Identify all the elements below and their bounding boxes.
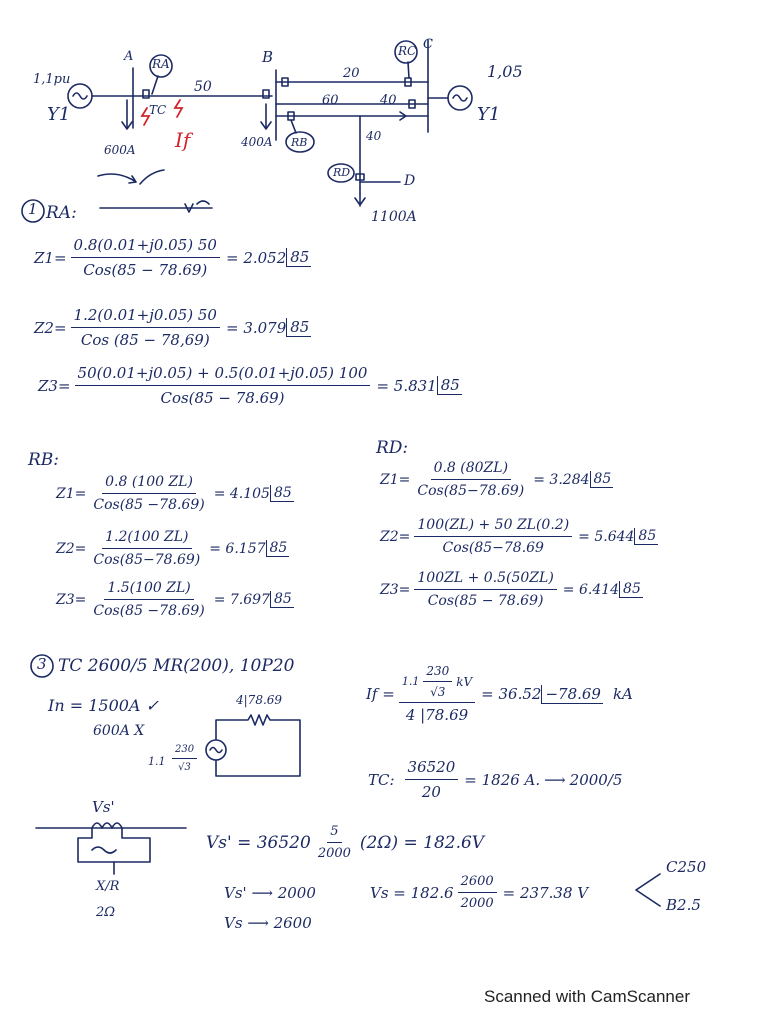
burden-ohm: 2Ω xyxy=(96,905,116,920)
rb-z1-rhs: = 4.105 xyxy=(213,485,270,502)
load-b-label: 400A xyxy=(241,135,273,149)
map2-arrow: ⟶ xyxy=(247,914,274,932)
rd-z2-equation xyxy=(380,517,658,556)
rb-z2-num: 1.2(100 ZL) xyxy=(102,529,191,549)
if-angle: −78.69 xyxy=(541,685,603,704)
line-bc-mid-label: 60 xyxy=(322,93,339,108)
ra-z2-rhs: = 3.079 xyxy=(225,318,287,337)
rb-z1-angle: 85 xyxy=(270,485,294,502)
ra-z3-angle: 85 xyxy=(437,376,462,395)
ra-z1-equation xyxy=(34,236,311,279)
load-d-label: 1100A xyxy=(371,209,417,225)
vs-prime-num: 5 xyxy=(327,824,341,843)
ra-z1-angle: 85 xyxy=(286,248,311,267)
tc-num: 36520 xyxy=(405,758,459,780)
vs-prime-sketch-label: Vs' xyxy=(92,798,115,816)
rd-z1-angle: 85 xyxy=(590,471,614,488)
vs-rhs: = 237.38 V xyxy=(502,883,589,902)
line-bc-top-label: 20 xyxy=(343,66,360,81)
ra-z2-angle: 85 xyxy=(286,318,311,337)
line-bd-label: 40 xyxy=(366,129,382,143)
ra-z3-lhs: Z3= xyxy=(38,376,71,395)
circuit-source-den: √3 xyxy=(178,762,191,773)
rd-z2-den: Cos(85−78.69 xyxy=(442,540,544,556)
bus-c-label: C xyxy=(423,37,433,52)
fault-arrow-1 xyxy=(142,108,149,125)
rd-z1-num: 0.8 (80ZL) xyxy=(431,460,511,480)
fault-current-equation xyxy=(366,664,633,724)
rd-z1-rhs: = 3.284 xyxy=(533,471,590,488)
tc-selection-equation xyxy=(368,758,622,801)
rb-z3-rhs: = 7.697 xyxy=(213,591,270,608)
rb-z1-lhs: Z1= xyxy=(56,485,87,502)
vs-equation xyxy=(370,874,588,911)
rb-z1-den: Cos(85 −78.69) xyxy=(93,497,205,513)
camscanner-watermark: Scanned with CamScanner xyxy=(483,987,690,1006)
rd-z2-lhs: Z2= xyxy=(380,528,411,545)
ra-z2-lhs: Z2= xyxy=(34,318,67,337)
map1-rhs: 2000 xyxy=(277,884,316,902)
rd-z3-num: 100ZL + 0.5(50ZL) xyxy=(414,570,556,590)
ra-z1-lhs: Z1= xyxy=(34,248,67,267)
tc-lhs: TC: xyxy=(368,770,395,789)
circuit-source-coef: 1.1 xyxy=(148,755,166,768)
map1-lhs: Vs' xyxy=(224,884,247,902)
one-line-diagram xyxy=(0,0,768,240)
load-current-line: 600A X xyxy=(93,723,145,739)
relay-d-label: RD xyxy=(333,166,351,179)
if-num-unit: kV xyxy=(456,674,473,689)
tc-den: 20 xyxy=(421,783,441,801)
rb-z3-equation xyxy=(56,580,294,619)
rd-z2-rhs: = 5.644 xyxy=(578,528,635,545)
rd-z1-den: Cos(85−78.69) xyxy=(417,483,525,499)
if-num-n: 230 xyxy=(423,664,452,682)
rd-z3-angle: 85 xyxy=(619,581,643,598)
rb-z1-equation xyxy=(56,474,294,513)
tc-result: 2000/5 xyxy=(569,770,623,789)
rated-current-line: In = 1500A ✓ xyxy=(48,696,159,715)
vs-prime-rhs: (2Ω) = 182.6V xyxy=(359,832,485,853)
if-unit: kA xyxy=(612,685,633,703)
ct-class-2: B2.5 xyxy=(666,896,701,914)
fault-label: If xyxy=(175,128,191,152)
rb-z2-den: Cos(85−78.69) xyxy=(93,552,201,568)
ct-secondary-sketch xyxy=(30,816,230,906)
relay-a-label: RA xyxy=(152,57,170,71)
map2-rhs: 2600 xyxy=(273,914,312,932)
if-lhs: If = xyxy=(366,685,395,703)
bus-b-label: B xyxy=(262,48,274,66)
rd-title: RD: xyxy=(376,438,409,458)
section3-number: 3 xyxy=(37,655,47,673)
circuit-source-num: 230 xyxy=(172,744,197,759)
vs-prime-den: 2000 xyxy=(317,846,351,861)
ra-z1-rhs: = 2.052 xyxy=(225,248,287,267)
rd-z3-equation xyxy=(380,570,643,609)
rd-z3-rhs: = 6.414 xyxy=(562,581,620,598)
ra-z3-rhs: = 5.831 xyxy=(376,376,437,395)
rd-z3-lhs: Z3= xyxy=(380,581,411,598)
rd-z2-num: 100(ZL) + 50 ZL(0.2) xyxy=(414,517,572,537)
tc-arrow: ⟶ xyxy=(544,770,566,789)
ra-z1-den: Cos(85 − 78.69) xyxy=(83,261,208,279)
vs-prime-lhs: Vs' = 36520 xyxy=(206,832,311,853)
map1-arrow: ⟶ xyxy=(251,884,278,902)
map2 xyxy=(224,916,312,931)
map1 xyxy=(224,886,316,901)
y-right-label: Y1 xyxy=(477,104,501,125)
rd-z3-den: Cos(85 − 78.69) xyxy=(427,593,544,609)
circuit-source-frac xyxy=(172,744,197,773)
ra-z3-equation xyxy=(38,364,462,407)
ra-z1-num: 0.8(0.01+j0.05) 50 xyxy=(71,236,220,258)
vs-num: 2600 xyxy=(458,874,497,893)
line-bc-low-label: 40 xyxy=(380,93,397,108)
ct-class-1: C250 xyxy=(666,858,707,876)
rb-z2-rhs: = 6.157 xyxy=(209,540,266,557)
load-a-label: 600A xyxy=(104,143,136,157)
section3-title: TC 2600/5 MR(200), 10P20 xyxy=(58,656,295,676)
if-num-coef: 1.1 xyxy=(401,675,420,688)
rb-z1-num: 0.8 (100 ZL) xyxy=(102,474,196,494)
bus-a-label: A xyxy=(124,49,134,64)
class-bracket xyxy=(632,870,662,910)
rb-z2-angle: 85 xyxy=(266,540,290,557)
burden-ratio: X/R xyxy=(96,879,120,894)
rb-z2-lhs: Z2= xyxy=(56,540,87,557)
if-num-d: √3 xyxy=(430,685,446,699)
vs-prime-equation xyxy=(206,824,484,861)
ra-z3-num: 50(0.01+j0.05) + 0.5(0.01+j0.05) 100 xyxy=(75,364,371,386)
y-left-label: Y1 xyxy=(47,104,71,125)
bus-d-label: D xyxy=(404,173,416,189)
relay-c-label: RC xyxy=(398,44,417,58)
rb-z3-den: Cos(85 −78.69) xyxy=(93,603,205,619)
rb-z3-angle: 85 xyxy=(270,591,294,608)
tc-label: TC xyxy=(149,103,167,117)
right-source-label: 1,05 xyxy=(487,62,523,81)
fault-arrow-2 xyxy=(175,100,182,117)
section1-title: RA: xyxy=(46,203,77,223)
line-ab-label: 50 xyxy=(194,79,212,95)
map2-lhs: Vs xyxy=(224,914,243,932)
section1-number: 1 xyxy=(28,200,38,218)
ra-z2-equation xyxy=(34,306,311,349)
rd-z2-angle: 85 xyxy=(634,528,658,545)
ra-z2-den: Cos (85 − 78,69) xyxy=(80,331,210,349)
if-rhs: = 36.52 xyxy=(481,685,542,703)
if-den: 4 |78.69 xyxy=(405,706,469,724)
rb-z3-lhs: Z3= xyxy=(56,591,87,608)
tc-rhs: = 1826 A. xyxy=(464,770,541,789)
left-source-label: 1,1pu xyxy=(33,72,71,87)
ra-z2-num: 1.2(0.01+j0.05) 50 xyxy=(71,306,220,328)
vs-den: 2000 xyxy=(460,896,494,911)
vs-lhs: Vs = 182.6 xyxy=(370,883,454,902)
rd-z1-lhs: Z1= xyxy=(380,471,411,488)
rd-z1-equation xyxy=(380,460,613,499)
ra-z3-den: Cos(85 − 78.69) xyxy=(160,389,285,407)
fault-equivalent-circuit xyxy=(196,706,316,786)
rb-z2-equation xyxy=(56,529,289,568)
relay-b-label: RB xyxy=(291,136,308,149)
rb-title: RB: xyxy=(28,450,60,470)
rb-z3-num: 1.5(100 ZL) xyxy=(104,580,193,600)
circuit-impedance: 4|78.69 xyxy=(236,693,283,707)
